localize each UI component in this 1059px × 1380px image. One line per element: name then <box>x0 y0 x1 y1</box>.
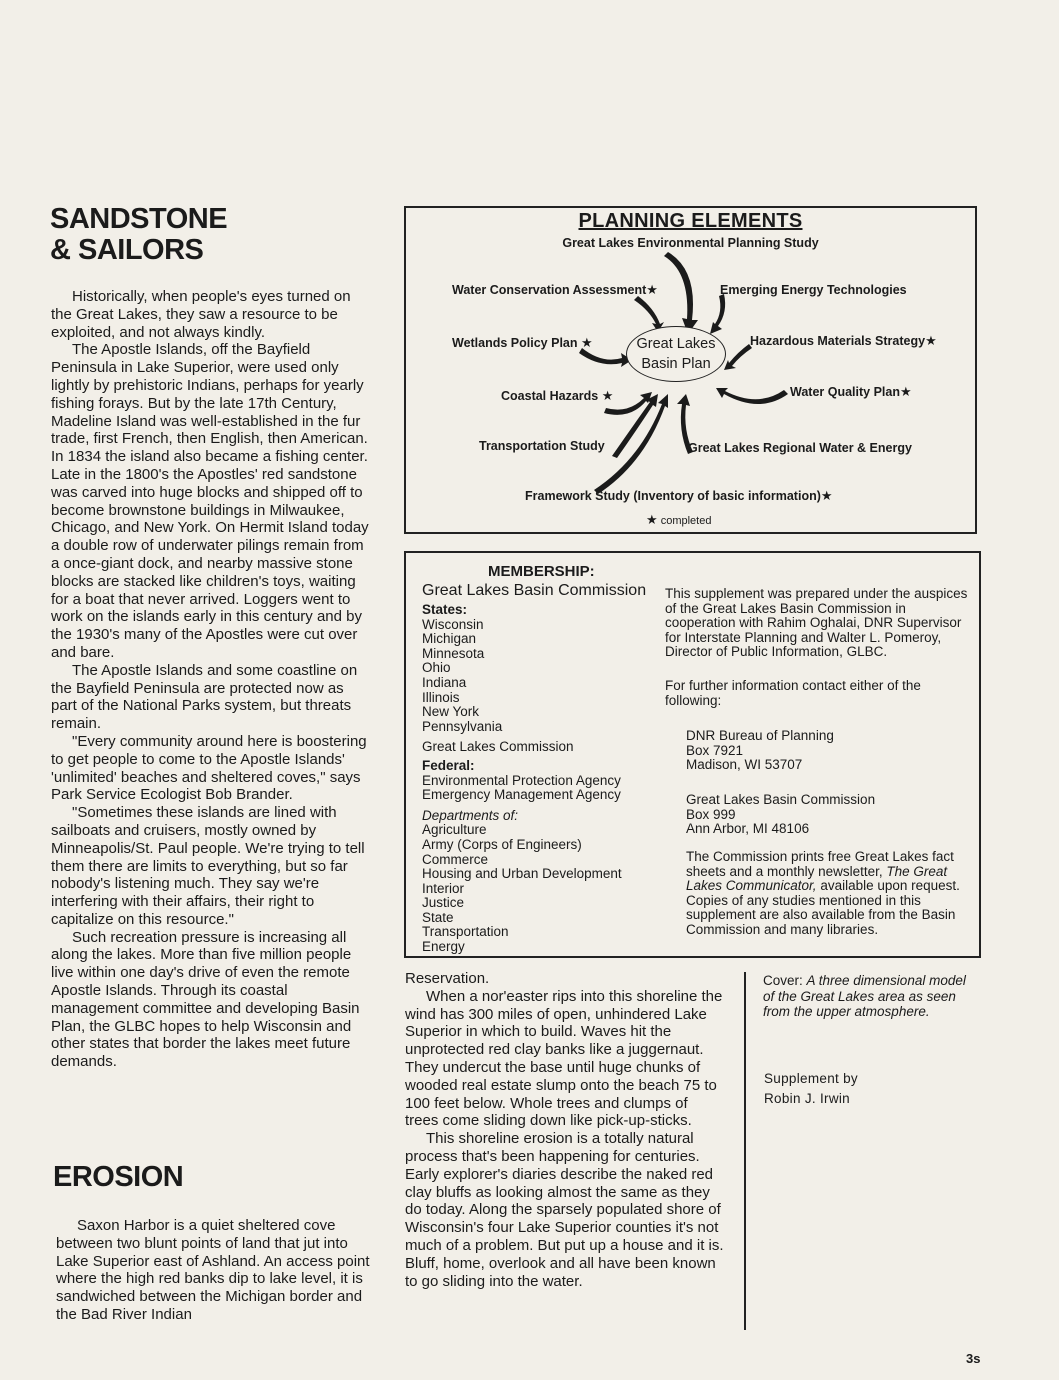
address-dnr <box>686 729 834 773</box>
erosion-paragraph: Saxon Harbor is a quiet sheltered cove between two blunt points of land that jut into Lake Superior east of Ashland. An access point where the high red banks dip to lake level, it is sandwiched between the Michigan border and the Bad River Indian <box>56 1217 370 1323</box>
element-label: Great Lakes Regional Water & Energy <box>688 441 912 455</box>
element-water-conservation <box>452 282 658 298</box>
contact-intro: For further information contact either of the following: <box>665 678 921 708</box>
sandstone-title-line1: SANDSTONE <box>50 203 228 235</box>
page-number: 3s <box>966 1351 981 1366</box>
department-item: Commerce <box>422 851 489 867</box>
state-item: Indiana <box>422 674 467 690</box>
address-glbc <box>686 793 875 837</box>
erosion-continued <box>405 970 725 1290</box>
newsletter-text-cont: available upon request. Copies of any studies mentioned in this supplement are also available from the Basin Commission and many libraries. <box>686 878 960 937</box>
star-icon: ★ <box>899 384 912 399</box>
element-transportation <box>479 439 605 453</box>
membership-box <box>404 551 981 958</box>
department-item: Justice <box>422 895 465 911</box>
address-line: Madison, WI 53707 <box>686 757 803 773</box>
state-item: Michigan <box>422 631 477 647</box>
element-label: Water Conservation Assessment <box>452 283 647 297</box>
sandstone-paragraph: Historically, when people's eyes turned on the Great Lakes, they saw a resource to be exploited, and not always kindly. <box>51 288 351 341</box>
states-label: States: <box>422 602 468 617</box>
supplement-credit <box>764 1069 858 1109</box>
membership-list <box>422 603 662 955</box>
federal-item: Environmental Protection Agency <box>422 772 621 788</box>
element-water-quality <box>790 384 912 400</box>
arrow-hazardous <box>724 344 752 370</box>
element-label: Transportation Study <box>479 439 605 453</box>
address-line: Great Lakes Basin Commission <box>686 792 876 807</box>
department-item: State <box>422 909 454 925</box>
element-wetlands <box>452 335 593 351</box>
element-label: Framework Study (Inventory of basic information) <box>525 489 821 503</box>
star-icon: ★ <box>581 335 593 350</box>
element-coastal <box>501 388 613 404</box>
star-icon: ★ <box>820 488 833 503</box>
department-item: Interior <box>422 880 465 896</box>
address-line: Box 999 <box>686 806 736 822</box>
arrow-transportation <box>612 394 658 458</box>
planning-title: PLANNING ELEMENTS <box>578 210 803 232</box>
state-item: Pennsylvania <box>422 718 503 734</box>
erosion-paragraph: Reservation. <box>405 970 490 987</box>
great-lakes-commission: Great Lakes Commission <box>422 739 574 755</box>
state-item: Wisconsin <box>422 616 484 632</box>
cover-caption <box>763 973 973 1020</box>
address-line: Box 7921 <box>686 742 744 758</box>
newsletter-title: The Great Lakes Communicator, <box>686 863 948 894</box>
credit-line: Supplement by <box>764 1071 858 1086</box>
basin-plan-node <box>626 326 726 382</box>
arrow-emerging-energy <box>710 294 725 334</box>
star-icon: ★ <box>601 388 614 403</box>
departments-label: Departments of: <box>422 807 519 823</box>
sandstone-paragraph: The Apostle Islands, off the Bayfield Peninsula in Lake Superior, were used only lightly by prehistoric Indians, perhaps for yearly fishing forays. But by the late 17th Century, Madeline Island was well-established in the fur trade, first French, then English, then American. In 1834 the island also became a fishing center. Late in the 1800's the Apostles' red sandstone was carved into huge blocks and shipped off to become brownstone buildings in Milwaukee, Chicago, and New York. On Hermit Island today a double row of underwater pilings remain from a once-giant dock, and nearby massive stone blocks are stacked like children's toys, waiting for a boat that never arrived. Loggers went to work on the islands early in this century and by the 1930's many of the Apostles were cut over and bare. <box>51 341 369 661</box>
sandstone-body <box>51 288 371 1071</box>
basin-plan-line2: Basin Plan <box>641 356 711 372</box>
element-label: Wetlands Policy Plan <box>452 336 578 350</box>
erosion-body <box>56 1217 370 1324</box>
star-icon: ★ <box>646 512 658 527</box>
erosion-title: EROSION <box>53 1161 184 1193</box>
arrow-top <box>664 252 698 334</box>
membership-commission: Great Lakes Basin Commission <box>422 582 647 599</box>
federal-label: Federal: <box>422 757 475 773</box>
sandstone-title <box>50 204 370 266</box>
department-item: Transportation <box>422 924 509 940</box>
completed-legend <box>646 512 711 528</box>
newsletter-text: The Commission prints free Great Lakes fact sheets and a monthly newsletter, <box>686 849 954 879</box>
department-item: Housing and Urban Development <box>422 866 622 882</box>
membership-title: MEMBERSHIP: <box>488 563 595 580</box>
department-item: Energy <box>422 939 465 955</box>
sandstone-paragraph: "Sometimes these islands are lined with sailboats and cruisers, mostly owned by Minneapolis/St. Paul people. We're trying to tell them there are limits to everything, but so far nobody's listening much. They say we're interfering with their affairs, their right to capitalize on this resource." <box>51 804 365 928</box>
element-hazardous <box>750 333 937 349</box>
state-item: Ohio <box>422 660 451 676</box>
element-label: Hazardous Materials Strategy <box>750 334 926 348</box>
erosion-paragraph: When a nor'easter rips into this shoreline the wind has 300 miles of open, unhindered Lake Superior in which to build. Waves hit the unprotected red clay banks like a juggernaut. They undercut the base until huge chunks of wooded real estate slump onto the beach 75 to 100 feet below. Whole trees and clumps of trees come sliding down like pick-up-sticks. <box>405 987 723 1130</box>
sandstone-title-line2: & SAILORS <box>50 234 204 266</box>
legend-label: completed <box>660 515 712 527</box>
erosion-paragraph: This shoreline erosion is a totally natural process that's been happening for centuries. Early explorer's diaries describe the naked red clay bluffs as looking almost the same as they do today. Along the sparsely populated shore of Wisconsin's four Lake Superior counties it's not much of a problem. But put up a house and it is. Bluff, home, overlook and all have been known to go sliding into the water. <box>405 1130 724 1290</box>
arrow-water-quality <box>716 388 788 404</box>
sandstone-paragraph: Such recreation pressure is increasing all along the lakes. More than five million people live within one day's drive of even the remote Apostle Islands. Through its coastal management committee and developing Basin Plan, the GLBC hopes to help Wisconsin and other states that border the lakes meet future demands. <box>51 928 360 1071</box>
sandstone-paragraph: "Every community around here is boostering to get people to come to the Apostle Islands' 'unlimited' beaches and sheltered coves," says Park Service Ecologist Bob Brander. <box>51 732 367 804</box>
planning-elements-diagram <box>404 206 977 534</box>
element-emerging-energy <box>720 283 907 297</box>
state-item: New York <box>422 704 480 720</box>
element-label: Emerging Energy Technologies <box>720 283 907 297</box>
sandstone-paragraph: The Apostle Islands and some coastline on the Bayfield Peninsula are protected now as part of the National Parks system, but threats remain. <box>51 661 358 733</box>
state-item: Minnesota <box>422 645 485 661</box>
prepared-note: This supplement was prepared under the auspices of the Great Lakes Basin Commission in cooperation with Rahim Oghalai, DNR Supervisor for Interstate Planning and Walter L. Pomeroy, Director of Public Information, GLBC. <box>665 586 968 660</box>
element-label: Coastal Hazards <box>501 389 599 403</box>
cover-caption-text: A three dimensional model of the Great Lakes area as seen from the upper atmosphere. <box>763 973 966 1019</box>
address-line: Ann Arbor, MI 48106 <box>686 821 810 837</box>
planning-subtitle: Great Lakes Environmental Planning Study <box>562 236 819 250</box>
department-item: Agriculture <box>422 822 487 838</box>
sandstone-article <box>50 204 370 266</box>
newsletter-note <box>686 850 980 938</box>
element-framework <box>525 488 833 504</box>
credit-author: Robin J. Irwin <box>764 1091 850 1106</box>
cover-label: Cover: <box>763 973 807 988</box>
federal-item: Emergency Management Agency <box>422 787 621 803</box>
star-icon: ★ <box>925 333 937 348</box>
address-line: DNR Bureau of Planning <box>686 728 834 743</box>
column-divider <box>744 972 746 1330</box>
state-item: Illinois <box>422 689 460 705</box>
department-item: Army (Corps of Engineers) <box>422 836 582 852</box>
basin-plan-line1: Great Lakes <box>636 336 716 352</box>
element-regional-water <box>688 441 912 455</box>
star-icon: ★ <box>646 282 658 297</box>
element-label: Water Quality Plan <box>790 385 900 399</box>
